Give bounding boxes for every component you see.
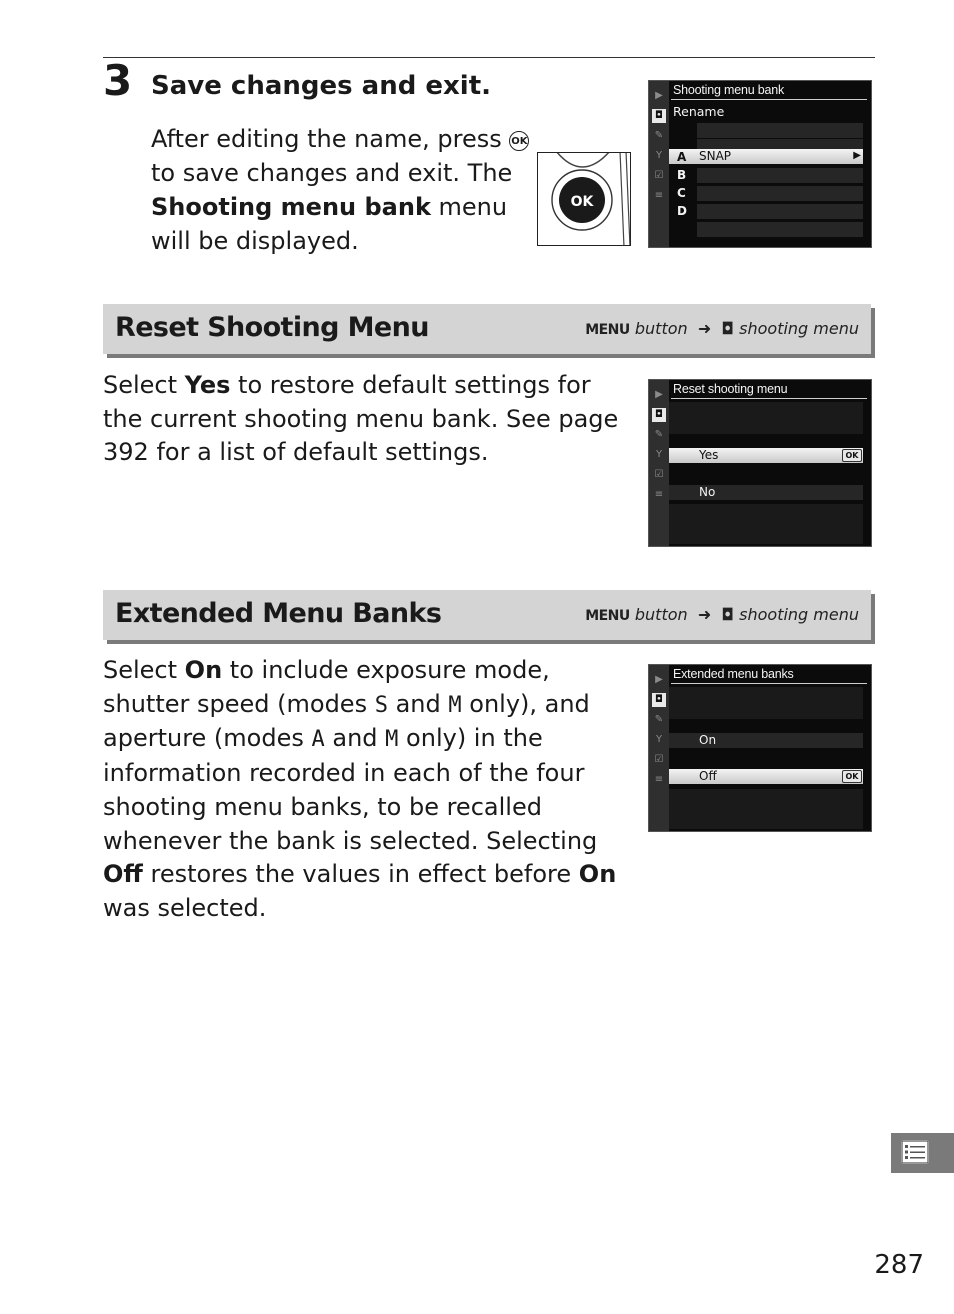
retouch-icon: ☑ — [654, 754, 664, 765]
ok-badge-icon: OK — [842, 770, 862, 783]
my-menu-icon: ≡ — [654, 190, 664, 201]
menu-path: MENU button ➜ ◘ shooting menu — [585, 319, 859, 338]
ok-label: OK — [570, 194, 594, 210]
camera-icon: ◘ — [652, 693, 666, 707]
camera-screen-rename: ▶ ◘ ✎ Y ☑ ≡ Shooting menu bank Rename SNAP ▶ A B C D — [648, 80, 872, 248]
camera-icon: ◘ — [652, 109, 666, 123]
camera-screen-extended — [648, 664, 872, 832]
bank-row-a[interactable]: SNAP ▶ — [669, 149, 863, 164]
mode-s-glyph: S — [374, 692, 388, 718]
camera-icon: ◘ — [721, 605, 735, 624]
option-yes[interactable]: Yes OK — [669, 448, 863, 463]
my-menu-icon: ≡ — [654, 489, 664, 500]
page-number: 287 — [874, 1250, 924, 1280]
menu-list-icon — [901, 1140, 929, 1164]
pencil-icon: ✎ — [654, 714, 664, 725]
screen-title: Reset shooting menu — [673, 382, 788, 396]
camera-screen-reset — [648, 379, 872, 547]
top-rule — [103, 57, 875, 58]
ok-badge-icon: OK — [842, 449, 862, 462]
section-header-extended — [103, 590, 871, 640]
camera-icon: ◘ — [652, 408, 666, 422]
step-title: Save changes and exit. — [151, 71, 491, 101]
arrow-icon: ➜ — [697, 605, 712, 624]
menu-sidebar — [649, 81, 669, 247]
menu-guide-tab[interactable] — [891, 1133, 954, 1173]
ok-button-illustration — [537, 152, 631, 246]
section-title: Extended Menu Banks — [115, 598, 442, 629]
option-no[interactable]: No — [669, 485, 863, 500]
menu-sidebar — [649, 665, 669, 831]
option-off[interactable]: Off OK — [669, 769, 863, 784]
bank-row-d[interactable] — [697, 204, 863, 219]
wrench-icon: Y — [655, 449, 663, 460]
ok-button-icon: OK — [509, 131, 529, 151]
wrench-icon: Y — [655, 150, 663, 161]
wrench-icon: Y — [655, 734, 663, 745]
screen-title: Extended menu banks — [673, 667, 794, 681]
mode-m-glyph: M — [448, 692, 462, 718]
option-on[interactable]: On — [669, 733, 863, 748]
retouch-icon: ☑ — [654, 469, 664, 480]
step-body: After editing the name, press OK to save changes and exit. The Shooting menu bank menu will be displayed. — [151, 125, 528, 255]
arrow-right-icon: ▶ — [853, 150, 861, 161]
step-number: 3 — [103, 56, 133, 105]
pencil-icon: ✎ — [654, 130, 664, 141]
playback-icon: ▶ — [655, 389, 663, 400]
section-header-reset — [103, 304, 871, 354]
playback-icon: ▶ — [655, 90, 663, 101]
menu-sidebar — [649, 380, 669, 546]
mode-m-glyph: M — [385, 727, 399, 753]
mode-a-glyph: A — [311, 727, 325, 753]
pencil-icon: ✎ — [654, 429, 664, 440]
bank-row-c[interactable] — [697, 186, 863, 201]
multi-selector-icon — [538, 153, 631, 246]
extended-description: Select On to include exposure mode, shutter speed (modes S and M only), and aperture (modes A and M only) in the information recorded in each of the four shooting menu banks, to be recalled whenever the bank is selected. Selecting Off restores the values in effect before On was selected. — [103, 656, 617, 922]
arrow-icon: ➜ — [697, 319, 712, 338]
retouch-icon: ☑ — [654, 170, 664, 181]
section-title: Reset Shooting Menu — [115, 312, 429, 343]
reset-description: Select Yes to restore default settings for the current shooting menu bank. See page 392 for a list of default settings. — [103, 371, 619, 467]
playback-icon: ▶ — [655, 674, 663, 685]
screen-subtitle: Rename — [673, 104, 725, 119]
camera-icon: ◘ — [721, 319, 735, 338]
my-menu-icon: ≡ — [654, 774, 664, 785]
screen-title: Shooting menu bank — [673, 83, 785, 97]
bank-row-b[interactable] — [697, 168, 863, 183]
menu-path: MENU button ➜ ◘ shooting menu — [585, 605, 859, 624]
